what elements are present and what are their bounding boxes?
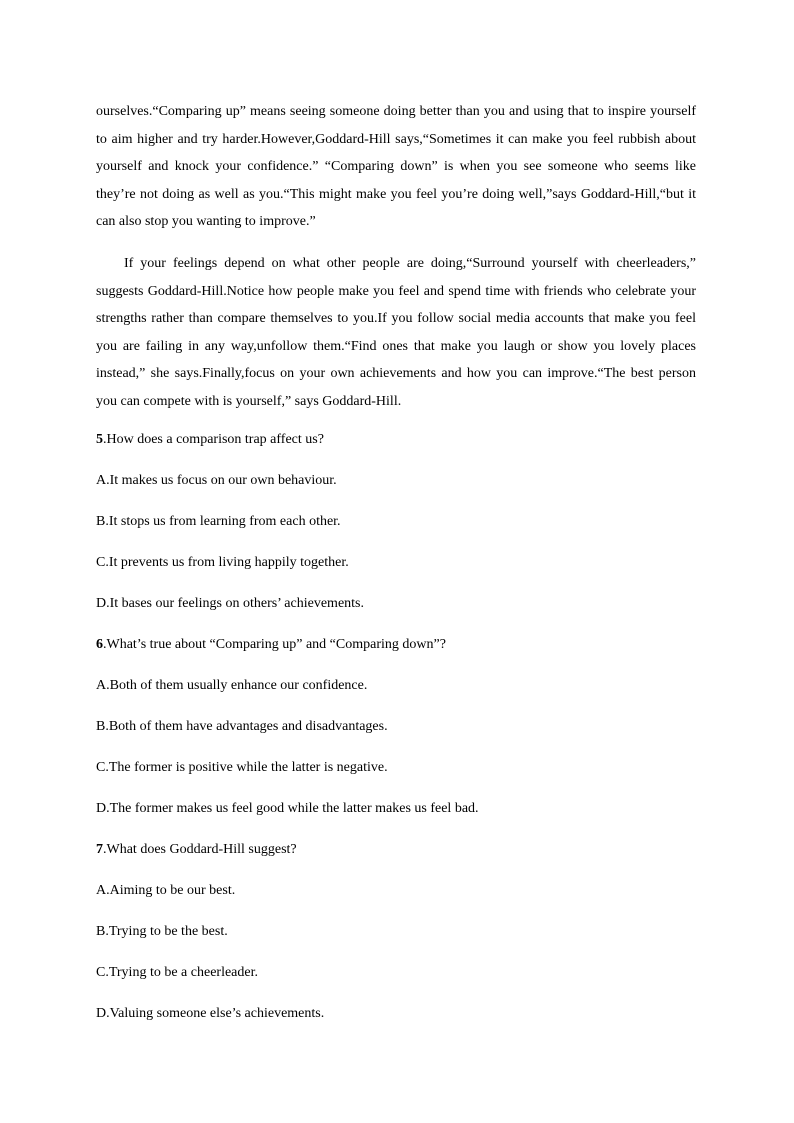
question-stem: .How does a comparison trap affect us? bbox=[103, 432, 324, 447]
option-5c: C.It prevents us from living happily together. bbox=[96, 555, 349, 570]
question-6 bbox=[96, 631, 696, 672]
option-7a: A.Aiming to be our best. bbox=[96, 883, 236, 898]
question-number: 6 bbox=[96, 637, 103, 652]
option-7c: C.Trying to be a cheerleader. bbox=[96, 965, 258, 980]
option-6d: D.The former makes us feel good while the latter makes us feel bad. bbox=[96, 801, 479, 816]
question-number: 7 bbox=[96, 842, 103, 857]
option-7b: B.Trying to be the best. bbox=[96, 924, 228, 939]
option-6a: A.Both of them usually enhance our confidence. bbox=[96, 678, 368, 693]
question-5 bbox=[96, 426, 696, 467]
option-5b: B.It stops us from learning from each other. bbox=[96, 514, 341, 529]
option-6b: B.Both of them have advantages and disadvantages. bbox=[96, 719, 388, 734]
passage-paragraph-2: If your feelings depend on what other people are doing,“Surround yourself with cheerleaders,” suggests Goddard-Hill.Notice how people make you feel and spend time with friends who celebrate your strengths rather than compare themselves to you.If you follow social media accounts that make you feel you are failing in any way,unfollow them.“Find ones that make you laugh or show you lovely places instead,” she says.Finally,focus on your own achievements and how you can improve.“The best person you can compete with is yourself,” says Goddard-Hill. bbox=[96, 255, 696, 409]
question-7 bbox=[96, 836, 696, 877]
question-stem: .What does Goddard-Hill suggest? bbox=[103, 842, 297, 857]
question-list bbox=[96, 426, 696, 1041]
option-5a: A.It makes us focus on our own behaviour. bbox=[96, 473, 337, 488]
question-stem: .What’s true about “Comparing up” and “Comparing down”? bbox=[103, 637, 446, 652]
reading-passage bbox=[96, 98, 696, 416]
question-number: 5 bbox=[96, 432, 103, 447]
option-6c: C.The former is positive while the latter is negative. bbox=[96, 760, 388, 775]
option-7d: D.Valuing someone else’s achievements. bbox=[96, 1006, 325, 1021]
option-5d: D.It bases our feelings on others’ achievements. bbox=[96, 596, 364, 611]
passage-paragraph-1: ourselves.“Comparing up” means seeing someone doing better than you and using that to inspire yourself to aim higher and try harder.However,Goddard-Hill says,“Sometimes it can make you feel rubbish about yourself and knock your confidence.” “Comparing down” is when you see someone who seems like they’re not doing as well as you.“This might make you feel you’re doing well,”says Goddard-Hill,“but it can also stop you wanting to improve.” bbox=[96, 104, 696, 230]
